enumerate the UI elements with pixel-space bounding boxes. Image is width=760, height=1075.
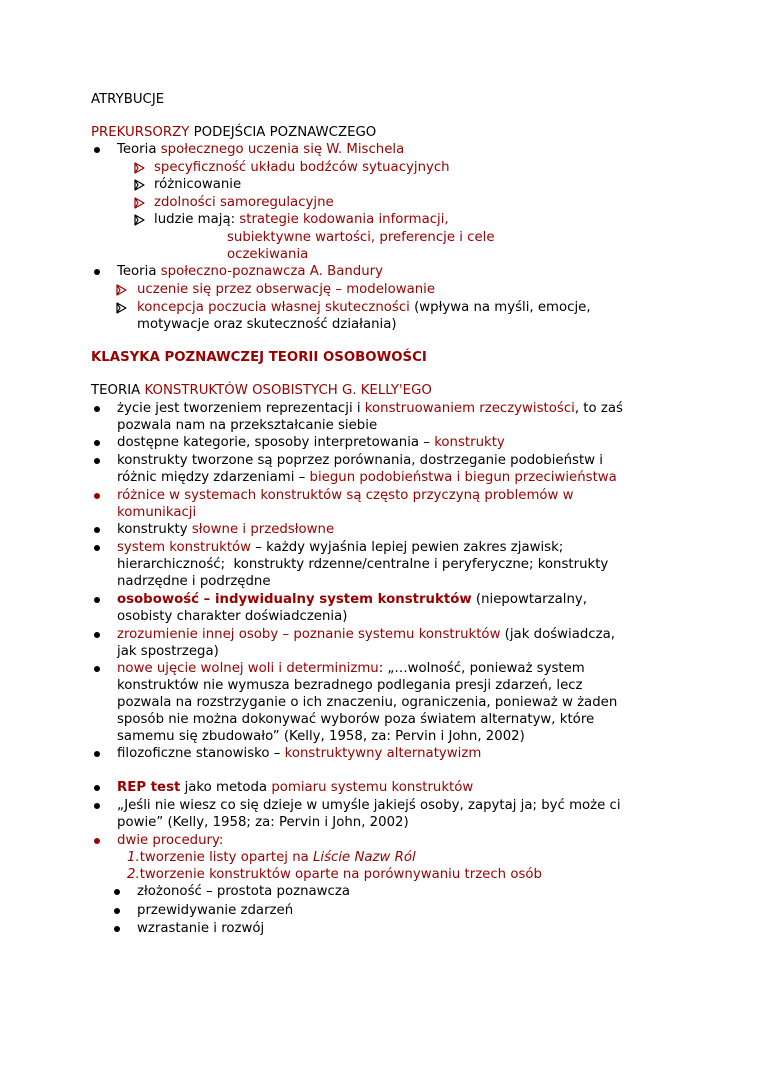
list-item: Teoria społecznego uczenia się W. Mischela [117, 142, 405, 157]
list-item: zdolności samoregulacyjne [154, 195, 334, 210]
list-item-continuation: samemu się zbudowało” (Kelly, 1958, za: Pervin i John, 2002) [117, 729, 525, 744]
list-item: konstrukty tworzone są poprzez porównania, dostrzeganie podobieństw i [117, 453, 603, 468]
bullet-icon [94, 493, 100, 499]
list-item-continuation: osobisty charakter doświadczenia) [117, 609, 348, 624]
arrow-bullet-icon [133, 197, 145, 209]
list-item: specyficzność układu bodźców sytuacyjnych [154, 160, 450, 175]
list-item: wzrastanie i rozwój [137, 921, 265, 936]
bullet-icon [94, 147, 100, 153]
bullet-icon [94, 545, 100, 551]
list-item: życie jest tworzeniem reprezentacji i konstruowaniem rzeczywistości, to zaś [117, 401, 623, 416]
bullet-icon [94, 269, 100, 275]
numbered-item: 1.tworzenie listy opartej na Liście Nazw Ról [127, 850, 416, 865]
list-item-continuation: powie” (Kelly, 1958; za: Pervin i John, 2002) [117, 815, 409, 830]
bullet-icon [94, 666, 100, 672]
bullet-icon [94, 597, 100, 603]
list-item-continuation: hierarchiczność; konstrukty rdzenne/centralne i peryferyczne; konstrukty [117, 557, 609, 572]
section-heading-prekursorzy: PREKURSORZY PODEJŚCIA POZNAWCZEGO [91, 125, 377, 140]
list-item-continuation: pozwala na rozstrzyganie o ich znaczeniu, ograniczenia, ponieważ w żaden [117, 695, 618, 710]
list-item: osobowość – indywidualny system konstruktów (niepowtarzalny, [117, 592, 587, 607]
list-item: przewidywanie zdarzeń [137, 903, 294, 918]
numbered-item: 2.tworzenie konstruktów oparte na porównywaniu trzech osób [127, 867, 542, 882]
list-item-continuation: subiektywne wartości, preferencje i cele [227, 230, 495, 245]
document-title: ATRYBUCJE [91, 92, 165, 107]
arrow-bullet-icon [115, 302, 127, 314]
arrow-bullet-icon [115, 284, 127, 296]
arrow-bullet-icon [133, 214, 145, 226]
list-item: filozoficzne stanowisko – konstruktywny alternatywizm [117, 746, 482, 761]
list-item: nowe ujęcie wolnej woli i determinizmu: „…wolność, ponieważ system [117, 661, 585, 676]
arrow-bullet-icon [133, 162, 145, 174]
list-item: dwie procedury: [117, 833, 224, 848]
list-item-continuation: jak spostrzega) [117, 644, 219, 659]
list-item-continuation: sposób nie można dokonywać wyborów poza światem alternatyw, które [117, 712, 595, 727]
bullet-icon [94, 458, 100, 464]
list-item: koncepcja poczucia własnej skuteczności (wpływa na myśli, emocje, [137, 300, 591, 315]
subsection-heading-kelly: TEORIA KONSTRUKTÓW OSOBISTYCH G. KELLY'EGO [91, 383, 432, 398]
list-item: złożoność – prostota poznawcza [137, 884, 350, 899]
arrow-bullet-icon [133, 179, 145, 191]
bullet-icon [94, 632, 100, 638]
list-item: „Jeśli nie wiesz co się dzieje w umyśle jakiejś osoby, zapytaj ja; być może ci [117, 798, 621, 813]
list-item: system konstruktów – każdy wyjaśnia lepiej pewien zakres zjawisk; [117, 540, 564, 555]
bullet-icon [114, 926, 120, 932]
list-item: REP test jako metoda pomiaru systemu konstruktów [117, 780, 474, 795]
bullet-icon [94, 406, 100, 412]
list-item-continuation: motywacje oraz skuteczność działania) [137, 317, 397, 332]
bullet-icon [94, 527, 100, 533]
list-item: dostępne kategorie, sposoby interpretowania – konstrukty [117, 435, 505, 450]
section-heading-klasyka: KLASYKA POZNAWCZEJ TEORII OSOBOWOŚCI [91, 350, 427, 365]
list-item: różnicowanie [154, 177, 242, 192]
bullet-icon [94, 751, 100, 757]
list-item-continuation: różnic między zdarzeniami – biegun podobieństwa i biegun przeciwieństwa [117, 470, 617, 485]
list-item: ludzie mają: strategie kodowania informacji, [154, 212, 449, 227]
bullet-icon [94, 838, 100, 844]
bullet-icon [114, 908, 120, 914]
list-item: zrozumienie innej osoby – poznanie systemu konstruktów (jak doświadcza, [117, 627, 615, 642]
list-item-continuation: komunikacji [117, 505, 197, 520]
list-item: konstrukty słowne i przedsłowne [117, 522, 335, 537]
list-item: różnice w systemach konstruktów są często przyczyną problemów w [117, 488, 574, 503]
list-item-continuation: konstruktów nie wymusza bezradnego podlegania presji zdarzeń, lecz [117, 678, 583, 693]
list-item-continuation: nadrzędne i podrzędne [117, 574, 271, 589]
list-item: uczenie się przez obserwację – modelowanie [137, 282, 436, 297]
bullet-icon [114, 889, 120, 895]
list-item-continuation: oczekiwania [227, 247, 309, 262]
list-item: Teoria społeczno-poznawcza A. Bandury [117, 264, 383, 279]
bullet-icon [94, 785, 100, 791]
list-item-continuation: pozwala nam na przekształcanie siebie [117, 418, 378, 433]
bullet-icon [94, 440, 100, 446]
bullet-icon [94, 803, 100, 809]
